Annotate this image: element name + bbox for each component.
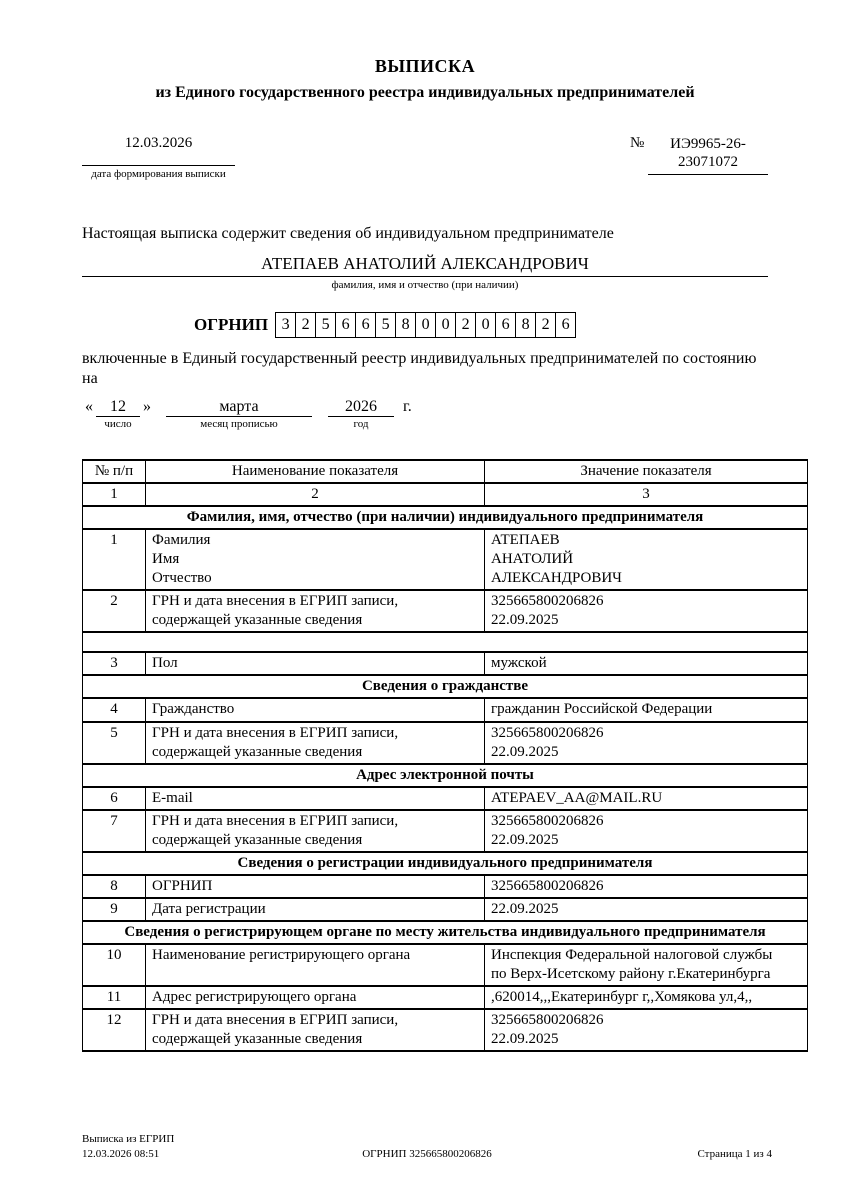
indicator-name-cell: Гражданство <box>146 698 485 721</box>
ogrnip-digit-cell: 5 <box>315 312 336 338</box>
indicator-name-cell: Фамилия Имя Отчество <box>146 529 485 590</box>
indicator-value-cell: гражданин Российской Федерации <box>485 698 808 721</box>
day-caption: число <box>104 418 132 430</box>
month-caption: месяц прописью <box>200 418 278 430</box>
document-content <box>82 0 773 1052</box>
day-value: 12 <box>96 398 140 417</box>
footer-left <box>82 1132 302 1162</box>
spacer-cell <box>83 632 808 652</box>
table-row <box>83 722 808 764</box>
ogrnip-digit-cell: 0 <box>475 312 496 338</box>
indicator-value-cell: Инспекция Федеральной налоговой службы по Верх-Исетскому району г.Екатеринбурга <box>485 944 808 986</box>
indicator-name-cell: Дата регистрации <box>146 898 485 921</box>
indicator-value-cell: 325665800206826 <box>485 875 808 898</box>
column-number-2: 2 <box>146 483 485 506</box>
ogrnip-digit-cell: 6 <box>335 312 356 338</box>
header-cell-value: Значение показателя <box>485 460 808 483</box>
table-row <box>83 590 808 632</box>
table-row <box>83 810 808 852</box>
ogrnip-digit-cell: 6 <box>555 312 576 338</box>
document-subtitle: из Единого государственного реестра индивидуальных предпринимателей <box>155 84 695 101</box>
day-segment <box>96 398 140 430</box>
indicator-value-cell: ,620014,,,Екатеринбург г,,Хомякова ул,4,, <box>485 986 808 1009</box>
ogrnip-digit-boxes <box>276 312 576 338</box>
page-footer <box>82 1132 772 1162</box>
section-header-row <box>83 852 808 875</box>
month-segment <box>166 398 312 430</box>
entrepreneur-name-caption: фамилия, имя и отчество (при наличии) <box>331 279 519 291</box>
column-number-3: 3 <box>485 483 808 506</box>
table-row <box>83 944 808 986</box>
row-number-cell: 8 <box>83 875 146 898</box>
row-number-cell: 10 <box>83 944 146 986</box>
section-title: Адрес электронной почты <box>83 764 808 787</box>
table-row <box>83 986 808 1009</box>
section-header-row <box>83 764 808 787</box>
row-number-cell: 4 <box>83 698 146 721</box>
year-value: 2026 <box>328 398 394 417</box>
table-row <box>83 875 808 898</box>
ogrnip-digit-cell: 6 <box>495 312 516 338</box>
indicator-name-cell: Адрес регистрирующего органа <box>146 986 485 1009</box>
row-number-cell: 3 <box>83 652 146 675</box>
details-table <box>82 459 808 1052</box>
year-caption: год <box>353 418 369 430</box>
footer-ogrnip: ОГРНИП 325665800206826 <box>362 1148 492 1160</box>
month-value: марта <box>166 398 312 417</box>
open-quote: « <box>85 398 93 415</box>
footer-doc-label: Выписка из ЕГРИП <box>82 1133 175 1145</box>
intro-text: Настоящая выписка содержит сведения об индивидуальном предпринимателе <box>82 225 614 242</box>
section-header-row <box>83 506 808 529</box>
header-cell-number: № п/п <box>83 460 146 483</box>
indicator-value-cell: 22.09.2025 <box>485 898 808 921</box>
statement-text: включенные в Единый государственный реестр индивидуальных предпринимателей по состоянию на <box>82 350 757 387</box>
number-sign: № <box>630 135 645 151</box>
issue-date-block <box>82 135 235 180</box>
row-number-cell: 12 <box>83 1009 146 1051</box>
document-title: ВЫПИСКА <box>374 56 476 76</box>
indicator-value-cell: 325665800206826 22.09.2025 <box>485 722 808 764</box>
section-title: Сведения о гражданстве <box>83 675 808 698</box>
spacer-row <box>83 632 808 652</box>
column-numbers-row <box>83 483 808 506</box>
document-number-line1: ИЭ9965-26- <box>670 136 746 152</box>
section-title: Сведения о регистрирующем органе по месту жительства индивидуального предпринимателя <box>83 921 808 944</box>
table-row <box>83 529 808 590</box>
header-cell-name: Наименование показателя <box>146 460 485 483</box>
row-number-cell: 9 <box>83 898 146 921</box>
document-number-line2: 23071072 <box>678 154 738 170</box>
table-row <box>83 898 808 921</box>
indicator-value-cell: мужской <box>485 652 808 675</box>
indicator-value-cell: 325665800206826 22.09.2025 <box>485 590 808 632</box>
row-number-cell: 1 <box>83 529 146 590</box>
section-title: Сведения о регистрации индивидуального предпринимателя <box>83 852 808 875</box>
row-number-cell: 7 <box>83 810 146 852</box>
indicator-value-cell: 325665800206826 22.09.2025 <box>485 1009 808 1051</box>
ogrnip-digit-cell: 3 <box>275 312 296 338</box>
details-table-body <box>83 460 808 1051</box>
issue-date: 12.03.2026 <box>82 135 235 166</box>
ogrnip-digit-cell: 2 <box>295 312 316 338</box>
row-number-cell: 2 <box>83 590 146 632</box>
indicator-value-cell: 325665800206826 22.09.2025 <box>485 810 808 852</box>
ogrnip-digit-cell: 0 <box>415 312 436 338</box>
ogrnip-digit-cell: 5 <box>375 312 396 338</box>
ogrnip-digit-cell: 0 <box>435 312 456 338</box>
table-row <box>83 698 808 721</box>
ogrnip-digit-cell: 6 <box>355 312 376 338</box>
indicator-name-cell: Пол <box>146 652 485 675</box>
table-row <box>83 1009 808 1051</box>
ogrnip-row <box>194 312 768 338</box>
footer-page-info: Страница 1 из 4 <box>697 1148 772 1160</box>
row-number-cell: 5 <box>83 722 146 764</box>
ogrnip-digit-cell: 8 <box>395 312 416 338</box>
issue-info-row <box>82 135 768 197</box>
indicator-name-cell: ГРН и дата внесения в ЕГРИП записи, содержащей указанные сведения <box>146 1009 485 1051</box>
footer-generated-at: 12.03.2026 08:51 <box>82 1147 160 1160</box>
table-header-row <box>83 460 808 483</box>
ogrnip-label: ОГРНИП <box>194 315 269 334</box>
indicator-name-cell: ОГРНИП <box>146 875 485 898</box>
table-row <box>83 652 808 675</box>
ogrnip-digit-cell: 2 <box>535 312 556 338</box>
section-header-row <box>83 921 808 944</box>
table-row <box>83 787 808 810</box>
row-number-cell: 11 <box>83 986 146 1009</box>
section-header-row <box>83 675 808 698</box>
indicator-name-cell: E-mail <box>146 787 485 810</box>
document-number <box>648 135 768 175</box>
indicator-name-cell: ГРН и дата внесения в ЕГРИП записи, содержащей указанные сведения <box>146 722 485 764</box>
section-title: Фамилия, имя, отчество (при наличии) индивидуального предпринимателя <box>83 506 808 529</box>
row-number-cell: 6 <box>83 787 146 810</box>
as-of-date-line <box>82 398 768 430</box>
close-quote: » <box>143 398 151 415</box>
column-number-1: 1 <box>83 483 146 506</box>
indicator-value-cell: АТЕПАЕВ АНАТОЛИЙ АЛЕКСАНДРОВИЧ <box>485 529 808 590</box>
issue-date-caption: дата формирования выписки <box>91 168 226 180</box>
ogrnip-digit-cell: 8 <box>515 312 536 338</box>
indicator-name-cell: ГРН и дата внесения в ЕГРИП записи, содержащей указанные сведения <box>146 590 485 632</box>
ogrnip-digit-cell: 2 <box>455 312 476 338</box>
indicator-name-cell: Наименование регистрирующего органа <box>146 944 485 986</box>
indicator-value-cell: ATEPAEV_AA@MAIL.RU <box>485 787 808 810</box>
indicator-name-cell: ГРН и дата внесения в ЕГРИП записи, содержащей указанные сведения <box>146 810 485 852</box>
entrepreneur-name: АТЕПАЕВ АНАТОЛИЙ АЛЕКСАНДРОВИЧ <box>82 254 768 277</box>
year-segment <box>328 398 394 430</box>
year-suffix: г. <box>403 398 412 415</box>
document-number-block <box>648 135 768 175</box>
